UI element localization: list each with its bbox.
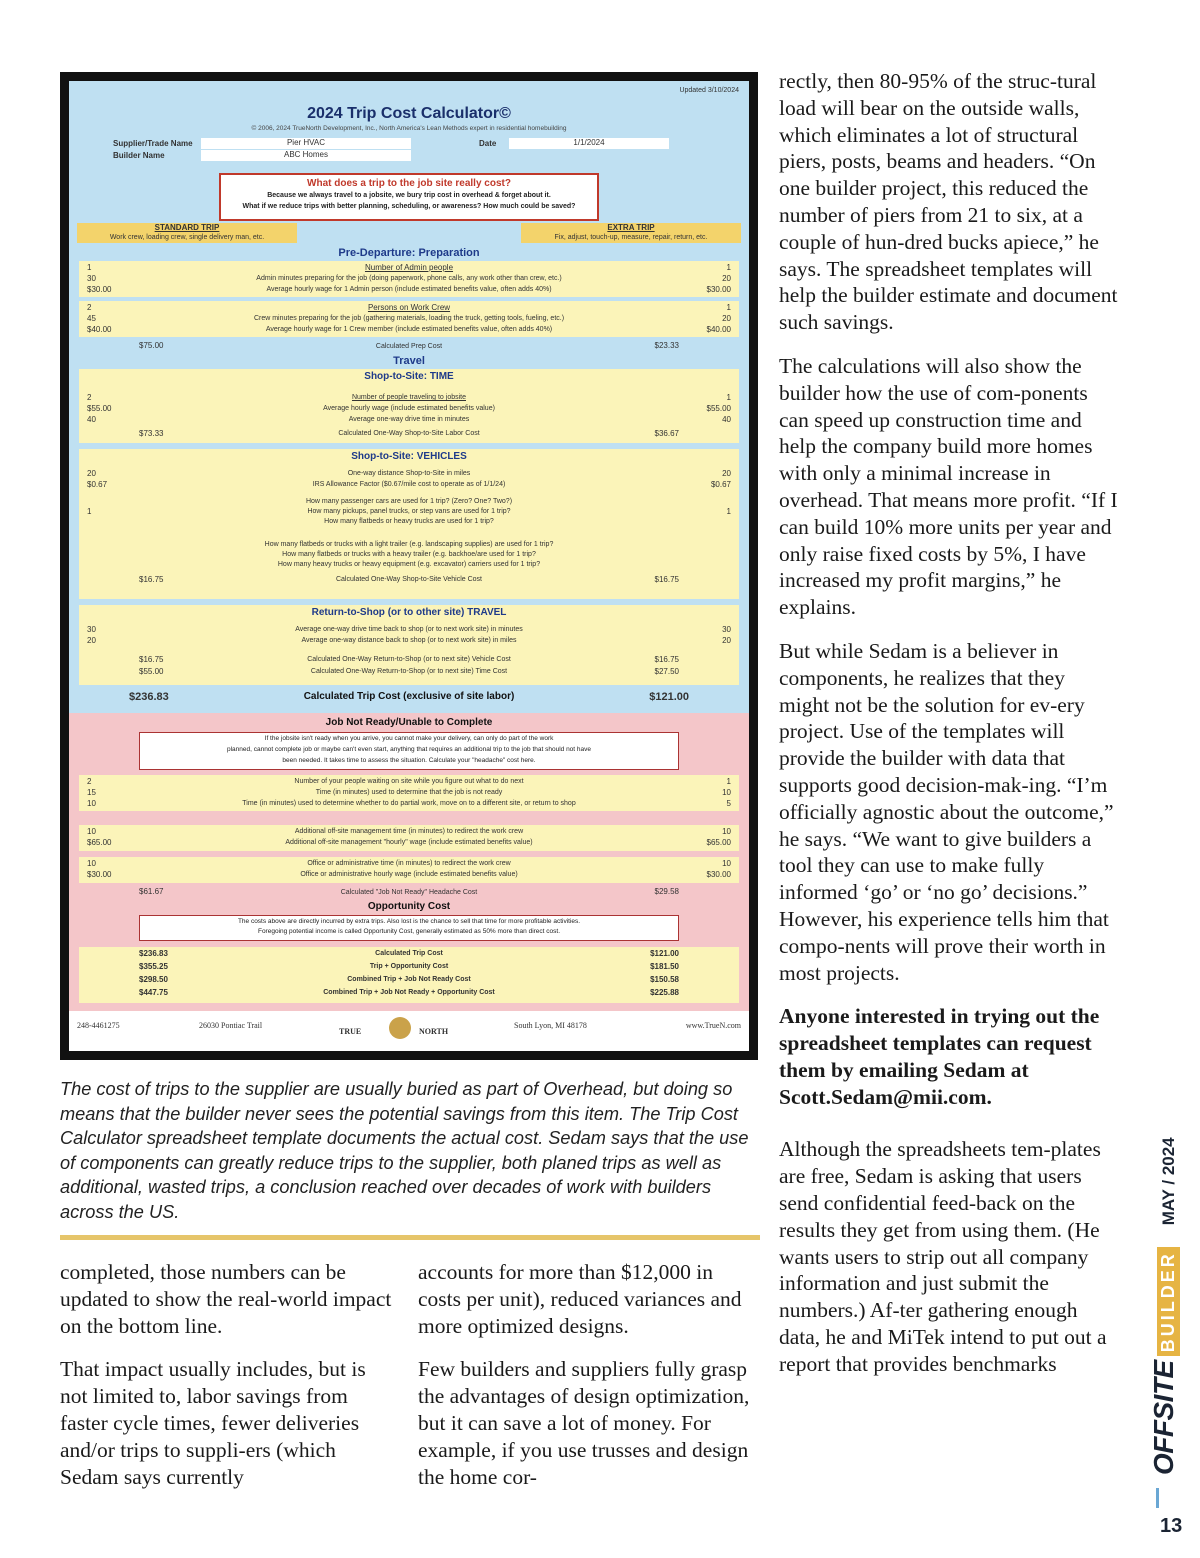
jnr-band-3 (79, 857, 739, 883)
admin-band (79, 261, 739, 297)
sheet-cell: 1 (87, 507, 92, 516)
sheet-cell: 10 (722, 827, 731, 836)
sheet-cell: $181.50 (650, 962, 679, 971)
sheet-cell: $73.33 (139, 429, 164, 438)
paragraph: That impact usually includes, but is not limited to, labor savings from faster cycle times, fewer deliveries and/or trips to suppli-ers (which Sedam says currently (60, 1357, 366, 1489)
supplier-value: Pier HVAC (201, 138, 411, 149)
sheet-copyright: © 2006, 2024 TrueNorth Development, Inc., North America's Lean Methods expert in residential homebuilding (251, 125, 567, 132)
sheet-cell: Shop-to-Site: TIME (364, 371, 454, 382)
date-value: 1/1/2024 (509, 138, 669, 149)
figure-caption: The cost of trips to the supplier are usually buried as part of Overhead, but doing so means that the builder never sees the potential savings from this item. The Trip Cost Calculator spreadsheet template documents the actual cost. Sedam says that the use of components can greatly reduce trips to the supplier, both planed trips as well as additional, wasted trips, a conclusion reached over decades of work with builders across the US. (60, 1079, 749, 1222)
trip-cost-calculator-figure (60, 72, 758, 1060)
sheet-cell: How many pickups, panel trucks, or step vans are used for 1 trip? (307, 508, 511, 515)
body-column-3 (779, 68, 1119, 1395)
sheet-cell: planned, cannot complete job or maybe can't even start, anything that requires an additional trip to the job that should not have (226, 746, 592, 753)
sheet-cell: $65.00 (87, 838, 112, 847)
date-label: Date (479, 139, 497, 148)
sheet-cell: Average one-way drive time back to shop (or to next work site) in minutes (295, 626, 523, 633)
sheet-cell: NORTH (419, 1027, 449, 1036)
sheet-cell: www.TrueN.com (685, 1021, 741, 1030)
sheet-cell: Calculated Trip Cost (375, 950, 443, 957)
sheet-cell: $40.00 (87, 325, 112, 334)
sheet-cell: $298.50 (139, 975, 168, 984)
sheet-cell: 1 (726, 303, 731, 312)
sheet-cell: 30 (722, 625, 731, 634)
sheet-cell: 10 (722, 859, 731, 868)
sheet-cell: Average one-way distance back to shop (or to next work site) in miles (301, 637, 517, 644)
sheet-cell: 1 (726, 507, 731, 516)
sheet-cell: 10 (87, 859, 96, 868)
sheet-cell: 45 (87, 314, 96, 323)
sheet-cell: 15 (87, 788, 96, 797)
sheet-cell: $30.00 (706, 285, 731, 294)
paragraph: Few builders and suppliers fully grasp the advantages of design optimization, but it can save a lot of money. For example, if you use trusses and design the home cor- (418, 1357, 750, 1489)
sheet-cell: Combined Trip + Job Not Ready Cost (347, 976, 471, 983)
sheet-cell: $121.00 (650, 949, 679, 958)
opportunity-band (79, 947, 739, 1003)
sheet-cell: $16.75 (139, 655, 164, 664)
caption-divider (60, 1235, 760, 1240)
divider-tick (1156, 1488, 1159, 1508)
sheet-cell: $121.00 (649, 691, 689, 703)
sheet-cell: $16.75 (654, 655, 679, 664)
sheet-cell: Average hourly wage for 1 Admin person (include estimated benefits value, often adds 40%) (266, 286, 552, 293)
sheet-cell: The costs above are directly incurred by extra trips. Also lost is the chance to sell that time for more profitable activities. (237, 918, 581, 925)
sheet-cell: Office or administrative time (in minutes) to redirect the work crew (307, 860, 511, 867)
sheet-cell: $225.88 (650, 988, 679, 997)
sheet-cell: How many flatbeds or heavy trucks are used for 1 trip? (324, 518, 494, 525)
sheet-cell: Number of people traveling to jobsite (351, 394, 466, 401)
paragraph: Although the spreadsheets tem-plates are free, Sedam is asking that users send confidential feed-back on the results they get from using them. (He wants users to strip out all company information and just submit the numbers.) Af-ter gathering enough data, he and MiTek intend to put out a report that provides benchmarks (779, 1137, 1107, 1376)
sheet-cell: 40 (87, 415, 96, 424)
sheet-cell: Trip + Opportunity Cost (369, 963, 449, 970)
builder-label: Builder Name (113, 151, 165, 160)
sheet-cell: $55.00 (87, 404, 112, 413)
magazine-side-branding (1148, 1075, 1188, 1475)
sheet-cell: $30.00 (87, 285, 112, 294)
paragraph: But while Sedam is a believer in components, he realizes that they might not be the solution for ev-ery project. Use of the templates will provide the builder with data that supports good decision-mak-ing. “I’m officially agnostic about the outcome,” he says. “We want to give builders a tool they can use to make fully informed ‘go’ or ‘no go’ decisions.” However, his experience tells him that compo-nents will prove their worth in most projects. (779, 638, 1114, 985)
standard-trip-box (77, 223, 297, 243)
supplier-label: Supplier/Trade Name (113, 139, 193, 148)
sheet-cell: 1 (87, 263, 92, 272)
sheet-cell: $0.67 (87, 480, 108, 489)
body-column-1 (60, 1259, 396, 1507)
crew-band (79, 301, 739, 337)
sheet-cell: 5 (726, 799, 731, 808)
opportunity-heading: Opportunity Cost (367, 901, 451, 912)
sheet-cell: $447.75 (139, 988, 168, 997)
sheet-cell: 20 (722, 274, 731, 283)
sheet-cell: How many passenger cars are used for 1 trip? (Zero? One? Two?) (305, 498, 513, 505)
sheet-title: 2024 Trip Cost Calculator© (307, 105, 511, 122)
extra-trip-label: EXTRA TRIP (607, 223, 655, 232)
sheet-cell: 1 (726, 777, 731, 786)
sheet-cell: 2 (87, 303, 92, 312)
sheet-cell: 26030 Pontiac Trail (199, 1021, 263, 1030)
sheet-cell: 2 (87, 393, 92, 402)
sheet-cell: Number of your people waiting on site while you figure out what to do next (294, 778, 524, 785)
sheet-footer (69, 1011, 749, 1051)
sheet-cell: Return-to-Shop (or to other site) TRAVEL (311, 607, 507, 618)
sheet-cell: 20 (722, 469, 731, 478)
sheet-cell: $30.00 (87, 870, 112, 879)
standard-trip-desc: Work crew, loading crew, single delivery man, etc. (109, 234, 265, 241)
sheet-cell: $75.00 (139, 341, 164, 350)
brand-builder: BUILDER (1157, 1247, 1180, 1356)
sheet-cell: How many heavy trucks or heavy equipment (e.g. excavator) carriers used for 1 trip? (277, 561, 541, 568)
sheet-cell: Calculated One-Way Return-to-Shop (or to next site) Time Cost (310, 668, 508, 675)
sheet-cell: How many flatbeds or trucks with a light trailer (e.g. landscaping supplies) are used for 1 trip? (264, 541, 554, 548)
brand-offsite: OFFSITE (1148, 1360, 1179, 1475)
sheet-cell: 30 (87, 625, 96, 634)
extra-trip-box (521, 223, 741, 243)
sheet-cell: $65.00 (706, 838, 731, 847)
body-column-2 (418, 1259, 758, 1507)
sheet-cell: $55.00 (706, 404, 731, 413)
sheet-cell: Admin minutes preparing for the job (doing paperwork, phone calls, any work other than crew, etc.) (256, 275, 562, 282)
sheet-cell: Calculated Prep Cost (375, 343, 443, 350)
sheet-cell: $27.50 (654, 667, 679, 676)
question-title: What does a trip to the job site really cost? (307, 178, 511, 189)
extra-trip-desc: Fix, adjust, touch-up, measure, repair, return, etc. (554, 234, 708, 241)
sheet-cell: Number of Admin people (364, 263, 454, 272)
question-line-2: What if we reduce trips with better planning, scheduling, or awareness? How much could be saved? (242, 203, 576, 210)
question-line-1: Because we always travel to a jobsite, we bury trip cost in overhead & forget about it. (267, 192, 551, 199)
sheet-cell: Time (in minutes) used to determine whether to do partial work, move on to a different site, or return to shop (242, 800, 576, 807)
sheet-cell: 248-4461275 (77, 1021, 120, 1030)
sheet-cell: 20 (722, 636, 731, 645)
standard-trip-label: STANDARD TRIP (154, 223, 220, 232)
issue-date: MAY / 2024 (1158, 1137, 1178, 1226)
jnr-band-2 (79, 825, 739, 851)
paragraph: accounts for more than $12,000 in costs per unit), reduced variances and more optimized designs. (418, 1260, 742, 1338)
sheet-cell: 1 (726, 263, 731, 272)
sheet-cell: 1 (726, 393, 731, 402)
jnr-band-1 (79, 775, 739, 811)
sheet-cell: 10 (87, 799, 96, 808)
paragraph: completed, those numbers can be updated to show the real-world impact on the bottom line. (60, 1260, 392, 1338)
sheet-cell: Calculated "Job Not Ready" Headache Cost (340, 889, 478, 896)
sheet-cell: 20 (87, 636, 96, 645)
sheet-cell: $355.25 (139, 962, 168, 971)
sheet-cell: $40.00 (706, 325, 731, 334)
sheet-cell: 30 (87, 274, 96, 283)
sheet-cell: 20 (87, 469, 96, 478)
page-number: 13 (1160, 1515, 1183, 1537)
sheet-cell: IRS Allowance Factor ($0.67/mile cost to operate as of 1/1/24) (312, 481, 506, 488)
sheet-cell: $55.00 (139, 667, 164, 676)
sheet-cell: Calculated One-Way Return-to-Shop (or to next site) Vehicle Cost (307, 656, 511, 663)
sheet-cell: Shop-to-Site: VEHICLES (351, 451, 467, 462)
sheet-cell: 10 (722, 788, 731, 797)
jnr-cost-row (69, 887, 749, 899)
sheet-cell: Office or administrative hourly wage (include estimated benefits value) (300, 871, 518, 878)
spreadsheet (69, 81, 749, 1051)
sheet-cell: TRUE (339, 1027, 362, 1036)
sheet-cell: $61.67 (139, 887, 164, 896)
sheet-cell: $30.00 (706, 870, 731, 879)
sheet-cell: Average hourly wage for 1 Crew member (include estimated benefits value, often adds 40%) (265, 326, 553, 333)
sheet-cell: 40 (722, 415, 731, 424)
sheet-cell: $236.83 (129, 691, 169, 703)
sheet-cell: Persons on Work Crew (367, 303, 451, 312)
sheet-cell: $23.33 (654, 341, 679, 350)
jnr-note (139, 732, 679, 770)
sheet-cell: Average one-way drive time in minutes (348, 416, 470, 423)
sheet-cell: Additional off-site management "hourly" wage (include estimated benefits value) (285, 839, 533, 846)
prep-cost-row (69, 341, 749, 353)
builder-value: ABC Homes (201, 150, 411, 161)
sheet-cell: $236.83 (139, 949, 168, 958)
compass-logo-icon (389, 1017, 411, 1039)
sheet-cell: $150.58 (650, 975, 679, 984)
return-band (79, 605, 739, 685)
question-box (219, 173, 599, 221)
job-not-ready-heading: Job Not Ready/Unable to Complete (325, 717, 493, 728)
sheet-cell: How many flatbeds or trucks with a heavy trailer (e.g. backhoe/are used for 1 trip? (282, 551, 536, 558)
sheet-cell: Foregoing potential income is called Opportunity Cost, generally estimated as 50% more than direct cost. (257, 928, 561, 935)
updated-date: Updated 3/10/2024 (679, 87, 739, 94)
sheet-cell: $16.75 (139, 575, 164, 584)
sheet-cell: 2 (87, 777, 92, 786)
sheet-cell: Average hourly wage (include estimated benefits value) (323, 405, 495, 412)
sheet-cell: Time (in minutes) used to determine that the job is not ready (315, 789, 503, 796)
opp-note (139, 915, 679, 941)
sheet-cell: Calculated One-Way Shop-to-Site Vehicle Cost (335, 576, 483, 583)
pre-departure-heading: Pre-Departure: Preparation (338, 247, 480, 259)
sheet-cell: been needed. It takes time to assess the situation. Calculate your "headache" cost here. (282, 757, 536, 764)
shop-time-band (79, 369, 739, 443)
sheet-cell: One-way distance Shop-to-Site in miles (347, 470, 471, 477)
sheet-cell: Calculated One-Way Shop-to-Site Labor Cost (338, 430, 480, 437)
sheet-cell: Combined Trip + Job Not Ready + Opportunity Cost (323, 989, 495, 996)
paragraph: The calculations will also show the builder how the use of com-ponents can speed up construction time and help the company build more homes with only a minimal increase in overhead. That means more profit. “If I can build 10% more units per year and only raise fixed costs by 5%, I have increased my profit margins,” he explains. (779, 353, 1118, 620)
sheet-cell: $36.67 (654, 429, 679, 438)
sheet-cell: $29.58 (654, 887, 679, 896)
sheet-cell: Calculated Trip Cost (exclusive of site labor) (303, 691, 515, 702)
travel-heading: Travel (393, 355, 425, 367)
calc-trip-cost-row (69, 691, 749, 707)
sheet-cell: If the jobsite isn't ready when you arrive, you cannot make your delivery, can only do part of the work (264, 735, 554, 742)
sheet-cell: South Lyon, MI 48178 (514, 1021, 587, 1030)
shop-vehicles-band (79, 449, 739, 599)
sheet-cell: $16.75 (654, 575, 679, 584)
sheet-cell: $0.67 (710, 480, 731, 489)
sheet-cell: Additional off-site management time (in minutes) to redirect the work crew (294, 828, 524, 835)
contact-callout: Anyone interested in trying out the spreadsheet templates can request them by emailing Sedam at Scott.Sedam@mii.com. (779, 1004, 1100, 1109)
sheet-cell: 10 (87, 827, 96, 836)
sheet-cell: 20 (722, 314, 731, 323)
sheet-cell: Crew minutes preparing for the job (gathering materials, loading the truck, getting tools, fueling, etc.) (253, 315, 565, 322)
paragraph: rectly, then 80-95% of the struc-tural load will bear on the outside walls, which eliminates a lot of structural piers, posts, beams and headers. “On one builder project, this reduced the number of piers from 21 to six, at a couple of hun-dred bucks apiece,” he says. The spreadsheet templates will help the builder estimate and document such savings. (779, 69, 1118, 335)
